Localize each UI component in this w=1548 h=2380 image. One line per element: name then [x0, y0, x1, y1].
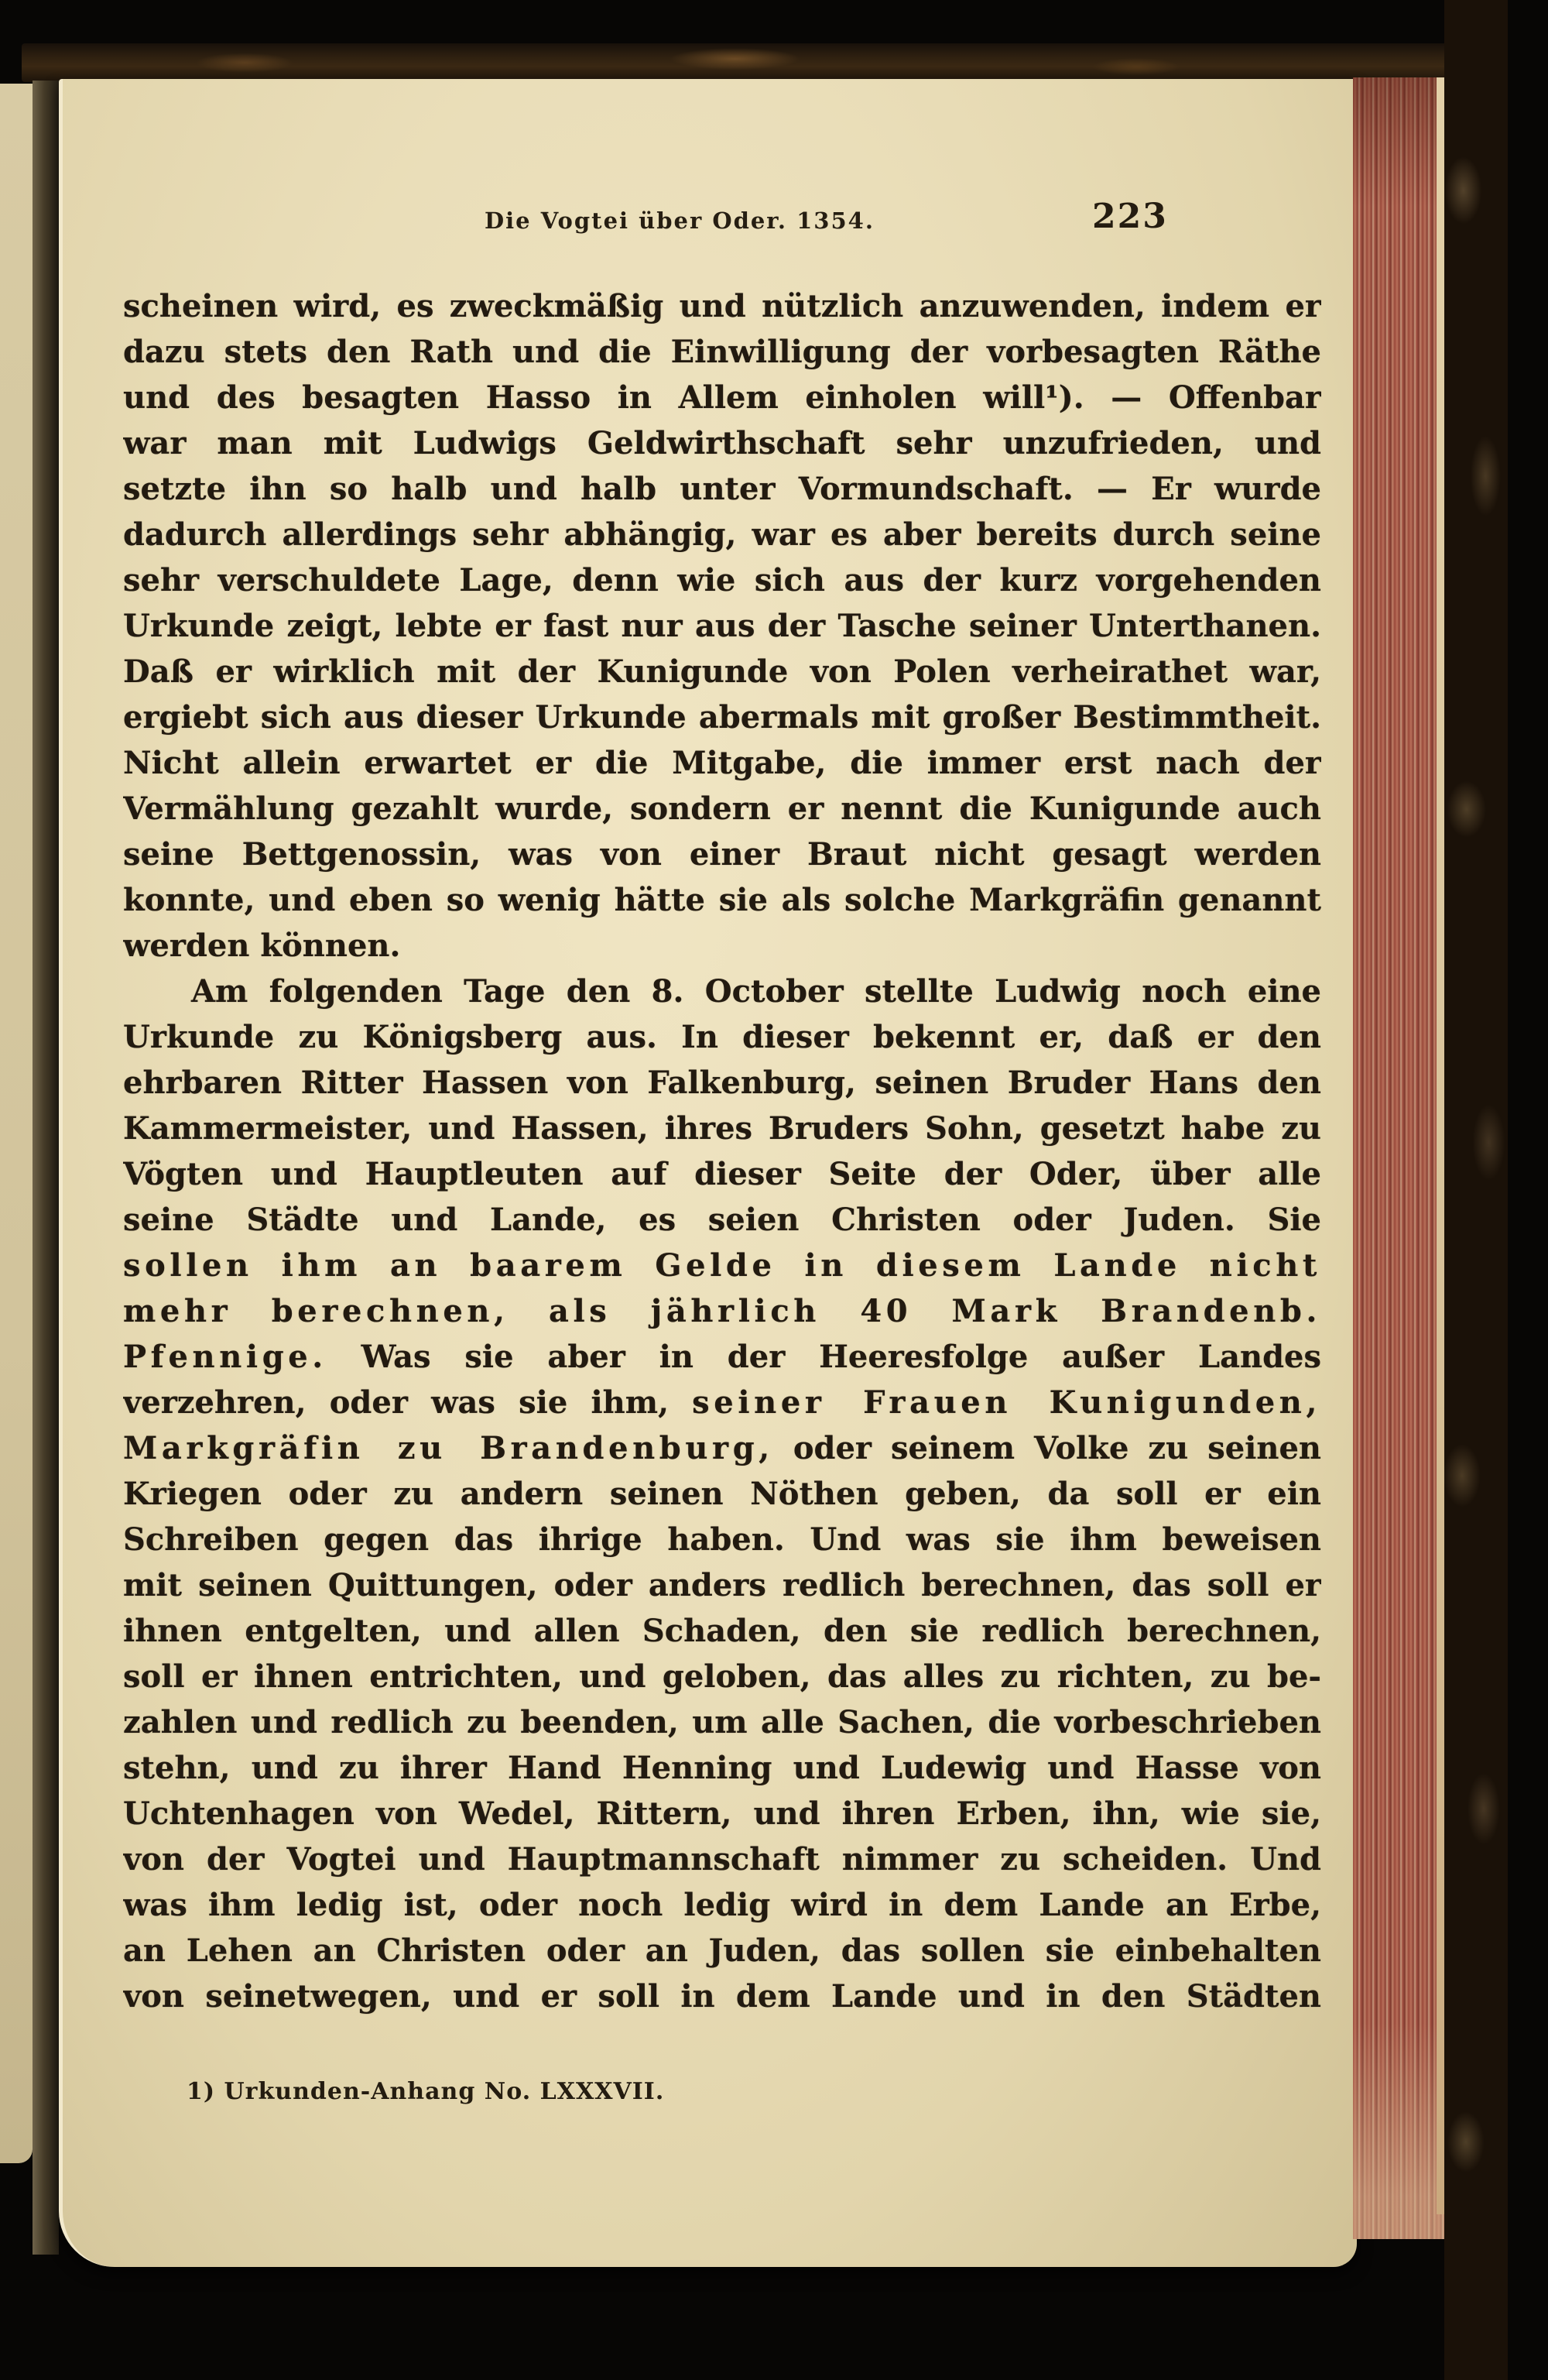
emphasized-text-segment: Pfennige.: [123, 1339, 327, 1375]
text-segment: Nicht allein erwartet er die Mitgabe, die immer erst nach der: [123, 745, 1321, 781]
text-line: [123, 1288, 1321, 1334]
text-line: [123, 283, 1321, 329]
text-segment: Vermählung gezahlt wurde, sondern er nennt die Kunigunde auch: [123, 790, 1321, 827]
text-line: [123, 786, 1321, 832]
text-line: [123, 1334, 1321, 1380]
text-line: [123, 1014, 1321, 1060]
text-segment: Uchtenhagen von Wedel, Rittern, und ihren Erben, ihn, wie sie,: [123, 1795, 1321, 1832]
text-line: [123, 1608, 1321, 1654]
text-line: [123, 1836, 1321, 1882]
text-segment: setzte ihn so halb und halb unter Vormundschaft. — Er wurde: [123, 471, 1321, 507]
text-segment: scheinen wird, es zweckmäßig und nützlich anzuwenden, indem er: [123, 288, 1321, 324]
running-title: Die Vogtei über Oder. 1354.: [485, 207, 875, 234]
text-line: [123, 603, 1321, 649]
text-line: [123, 1106, 1321, 1151]
text-segment: von seinetwegen, und er soll in dem Lande und in den Städten: [123, 1978, 1321, 2015]
text-segment: mit seinen Quittungen, oder anders redlich berechnen, das soll er: [123, 1567, 1321, 1603]
text-segment: Kriegen oder zu andern seinen Nöthen geben, da soll er ein: [123, 1476, 1321, 1512]
text-segment: Kammermeister, und Hassen, ihres Bruders Sohn, gesetzt habe zu: [123, 1110, 1321, 1147]
text-line: [123, 1745, 1321, 1791]
text-line: [123, 1517, 1321, 1562]
text-line: [123, 1791, 1321, 1836]
text-segment: dadurch allerdings sehr abhängig, war es aber bereits durch seine: [123, 516, 1321, 553]
text-line: [123, 1151, 1321, 1197]
text-segment: Am folgenden Tage den 8. October stellte Ludwig noch eine: [191, 973, 1321, 1010]
text-segment: verzehren, oder was sie ihm,: [123, 1384, 693, 1421]
text-segment: und des besagten Hasso in Allem einholen will¹). — Offenbar: [123, 379, 1321, 416]
text-line: [123, 1882, 1321, 1928]
text-segment: was ihm ledig ist, oder noch ledig wird in dem Lande an Erbe,: [123, 1887, 1321, 1923]
text-line: [123, 832, 1321, 877]
book-right-cover-edge: [1444, 0, 1508, 2380]
emphasized-text-segment: sollen ihm an baarem Gelde in diesem Lande nicht: [123, 1247, 1321, 1284]
text-segment: ergiebt sich aus dieser Urkunde abermals mit großer Bestimmtheit.: [123, 699, 1321, 736]
text-line: [123, 1928, 1321, 1974]
text-segment: war man mit Ludwigs Geldwirthschaft sehr unzufrieden, und: [123, 425, 1321, 461]
body-text: [123, 283, 1321, 2019]
text-segment: von der Vogtei und Hauptmannschaft nimmer zu scheiden. Und: [123, 1841, 1321, 1878]
emphasized-text-segment: Markgräfin zu Brandenburg,: [123, 1430, 774, 1466]
text-segment: stehn, und zu ihrer Hand Henning und Ludewig und Hasse von: [123, 1750, 1321, 1786]
text-segment: an Lehen an Christen oder an Juden, das sollen sie einbehalten: [123, 1932, 1321, 1969]
text-line: [123, 557, 1321, 603]
text-line: [123, 466, 1321, 512]
text-segment: ehrbaren Ritter Hassen von Falkenburg, seinen Bruder Hans den: [123, 1065, 1321, 1101]
text-line: [123, 329, 1321, 375]
text-segment: Was sie aber in der Heeresfolge außer Landes: [327, 1339, 1321, 1375]
text-line: [123, 1380, 1321, 1425]
book-page: [59, 79, 1357, 2267]
text-segment: konnte, und eben so wenig hätte sie als solche Markgräfin genannt: [123, 882, 1321, 918]
text-segment: dazu stets den Rath und die Einwilligung der vorbesagten Räthe: [123, 334, 1321, 370]
text-segment: sehr verschuldete Lage, denn wie sich aus der kurz vorgehenden: [123, 562, 1321, 598]
text-line: [123, 1243, 1321, 1288]
text-segment: soll er ihnen entrichten, und geloben, das alles zu richten, zu be-: [123, 1658, 1321, 1695]
text-segment: Urkunde zeigt, lebte er fast nur aus der Tasche seiner Unterthanen.: [123, 608, 1321, 644]
text-line: [123, 740, 1321, 786]
text-line: [123, 512, 1321, 557]
page-number: 223: [1092, 197, 1168, 236]
text-segment: seine Bettgenossin, was von einer Braut nicht gesagt werden: [123, 836, 1321, 873]
text-segment: ihnen entgelten, und allen Schaden, den sie redlich berechnen,: [123, 1613, 1321, 1649]
text-line: [123, 1699, 1321, 1745]
text-line: [123, 1197, 1321, 1243]
gutter-shadow: [33, 81, 59, 2255]
text-line: [123, 420, 1321, 466]
text-line: [123, 375, 1321, 420]
fore-edge-highlight: [1437, 77, 1444, 2214]
text-line: [123, 1974, 1321, 2019]
text-segment: oder seinem Volke zu seinen: [773, 1430, 1321, 1466]
text-line: [123, 877, 1321, 923]
text-line: [123, 1654, 1321, 1699]
book-fore-edge: [1353, 77, 1444, 2239]
adjacent-page-edge: [0, 84, 33, 2163]
text-line: [123, 694, 1321, 740]
text-segment: zahlen und redlich zu beenden, um alle Sachen, die vorbeschrieben: [123, 1704, 1321, 1740]
text-segment: werden können.: [123, 928, 401, 964]
text-segment: Schreiben gegen das ihrige haben. Und was sie ihm beweisen: [123, 1521, 1321, 1558]
text-line: [123, 1471, 1321, 1517]
text-segment: Vögten und Hauptleuten auf dieser Seite der Oder, über alle: [123, 1156, 1321, 1192]
footnote: 1) Urkunden-Anhang No. LXXXVII.: [187, 2078, 665, 2105]
text-segment: Urkunde zu Königsberg aus. In dieser bekennt er, daß er den: [123, 1019, 1321, 1055]
text-line: [123, 1060, 1321, 1106]
text-line: [123, 1425, 1321, 1471]
text-segment: Daß er wirklich mit der Kunigunde von Polen verheirathet war,: [123, 653, 1321, 690]
text-line: [123, 923, 1321, 969]
book-top-cover-edge: [22, 43, 1508, 82]
text-line: [123, 649, 1321, 694]
text-line: [123, 1562, 1321, 1608]
text-segment: seine Städte und Lande, es seien Christen oder Juden. Sie: [123, 1202, 1321, 1238]
text-line: [123, 969, 1321, 1014]
emphasized-text-segment: seiner Frauen Kunigunden,: [692, 1384, 1321, 1421]
emphasized-text-segment: mehr berechnen, als jährlich 40 Mark Brandenb.: [123, 1293, 1321, 1329]
